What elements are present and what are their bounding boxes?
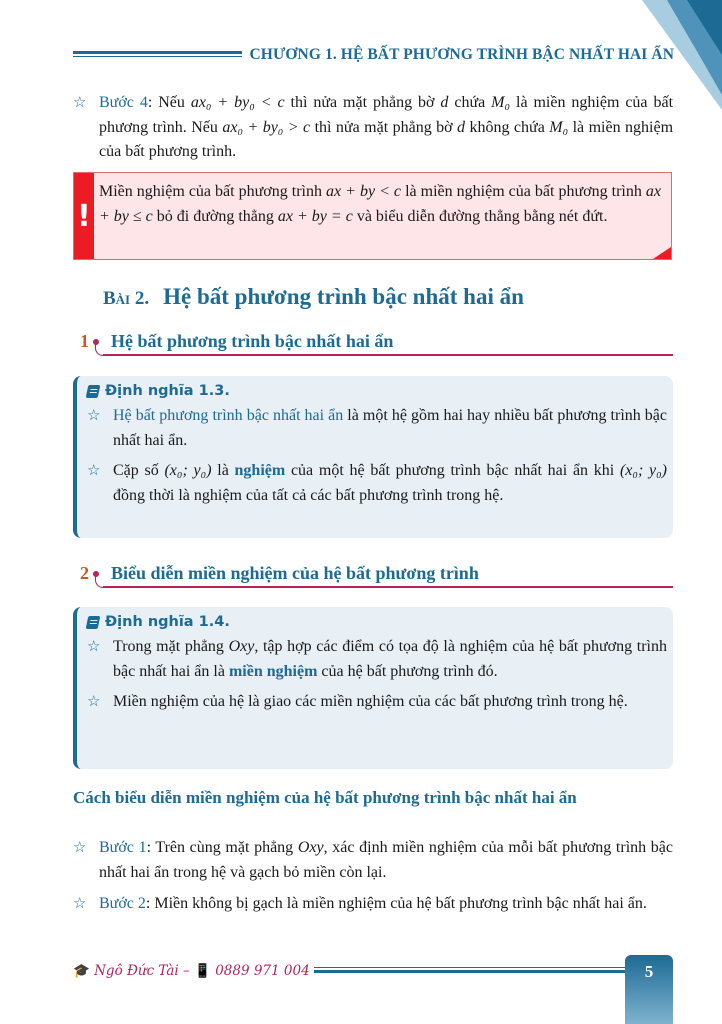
star-icon: ☆ xyxy=(87,694,101,710)
step-label: Bước 1 xyxy=(99,839,147,856)
book-icon xyxy=(86,385,101,398)
term: Hệ bất phương trình bậc nhất hai ẩn xyxy=(113,407,344,424)
star-icon: ☆ xyxy=(73,95,87,111)
star-icon: ☆ xyxy=(73,840,87,856)
definition-item: ☆ Trong mặt phẳng Oxy, tập hợp các điểm có tọa độ là nghiệm của hệ bất phương trình bậc nhất hai ẩn là miền nghiệm của hệ bất phương trình đó. xyxy=(87,635,667,684)
warning-box xyxy=(73,172,672,260)
section-title: Hệ bất phương trình bậc nhất hai ẩn xyxy=(111,331,394,351)
page-fold-icon xyxy=(653,247,671,259)
section-title: Biểu diễn miền nghiệm của hệ bất phương trình xyxy=(111,563,479,583)
howto-step-1: ☆ Bước 1: Trên cùng mặt phẳng Oxy, xác định miền nghiệm của mỗi bất phương trình bậc nhất hai ẩn trong hệ và gạch bỏ miền còn lại. xyxy=(73,836,673,885)
section-rule xyxy=(103,354,673,356)
star-icon: ☆ xyxy=(73,896,87,912)
star-icon: ☆ xyxy=(87,408,101,424)
section-number: 1 xyxy=(80,331,89,351)
howto-title: Cách biểu diễn miền nghiệm của hệ bất phương trình bậc nhất hai ẩn xyxy=(73,788,577,807)
phone-icon: 📱 xyxy=(194,963,211,979)
howto-step-2: ☆ Bước 2: Miền không bị gạch là miền nghiệm của hệ bất phương trình bậc nhất hai ẩn. xyxy=(73,892,673,917)
term: miền nghiệm xyxy=(228,662,318,680)
definition-item: ☆ Hệ bất phương trình bậc nhất hai ẩn là một hệ gồm hai hay nhiều bất phương trình bậc nhất hai ẩn. xyxy=(87,404,667,453)
section-heading-2 xyxy=(73,563,673,589)
section-number: 2 xyxy=(80,563,89,583)
step-4 xyxy=(73,91,673,165)
chapter-title: CHƯƠNG 1. HỆ BẤT PHƯƠNG TRÌNH BẬC NHẤT HAI ẨN xyxy=(249,46,674,63)
definition-item: ☆ Cặp số (x₀; y₀) là nghiệm của một hệ bất phương trình bậc nhất hai ẩn khi (x₀; y₀) đồng thời là nghiệm của tất cả các bất phương trình trong hệ. xyxy=(87,459,667,508)
definition-box-1-4 xyxy=(73,607,673,769)
definition-heading: Định nghĩa 1.4. xyxy=(87,611,667,633)
chapter-header xyxy=(73,44,674,66)
step-4-text: Bước 4: Nếu ax₀ + by₀ < c thì nửa mặt phẳng bờ d chứa M₀ là miền nghiệm của bất phương trình. Nếu ax₀ + by₀ > c thì nửa mặt phẳng bờ d không chứa M₀ là miền nghiệm của bất phương trình. xyxy=(99,94,674,160)
footer-rule xyxy=(314,967,633,975)
lesson-name: Hệ bất phương trình bậc nhất hai ẩn xyxy=(163,284,524,309)
step-label: Bước 4 xyxy=(99,94,148,111)
section-heading-1 xyxy=(73,331,673,357)
page-footer xyxy=(73,960,633,982)
term: nghiệm xyxy=(234,462,286,479)
page-number: 5 xyxy=(625,955,673,1024)
star-icon: ☆ xyxy=(87,463,101,479)
step-label: Bước 2 xyxy=(99,895,146,912)
exclamation-icon: ! xyxy=(74,173,94,259)
definition-heading: Định nghĩa 1.3. xyxy=(87,380,667,402)
book-icon xyxy=(86,616,101,629)
howto-steps xyxy=(73,836,673,917)
definition-box-1-3 xyxy=(73,376,673,538)
graduation-cap-icon: 🎓 xyxy=(73,963,90,979)
star-icon: ☆ xyxy=(87,639,101,655)
header-rule xyxy=(73,51,242,59)
section-rule xyxy=(103,586,673,588)
warning-text: Miền nghiệm của bất phương trình ax + by < c là miền nghiệm của bất phương trình ax + by ≤ c bỏ đi đường thẳng ax + by = c và biểu diễn đường thẳng bằng nét đứt. xyxy=(99,183,661,225)
definition-item: ☆ Miền nghiệm của hệ là giao các miền nghiệm của các bất phương trình trong hệ. xyxy=(87,690,667,715)
lesson-title xyxy=(103,284,524,310)
footer-credit: 🎓 Ngô Đức Tài – 📱 0889 971 004 xyxy=(73,963,310,979)
lesson-prefix: Bài 2. xyxy=(103,288,150,309)
